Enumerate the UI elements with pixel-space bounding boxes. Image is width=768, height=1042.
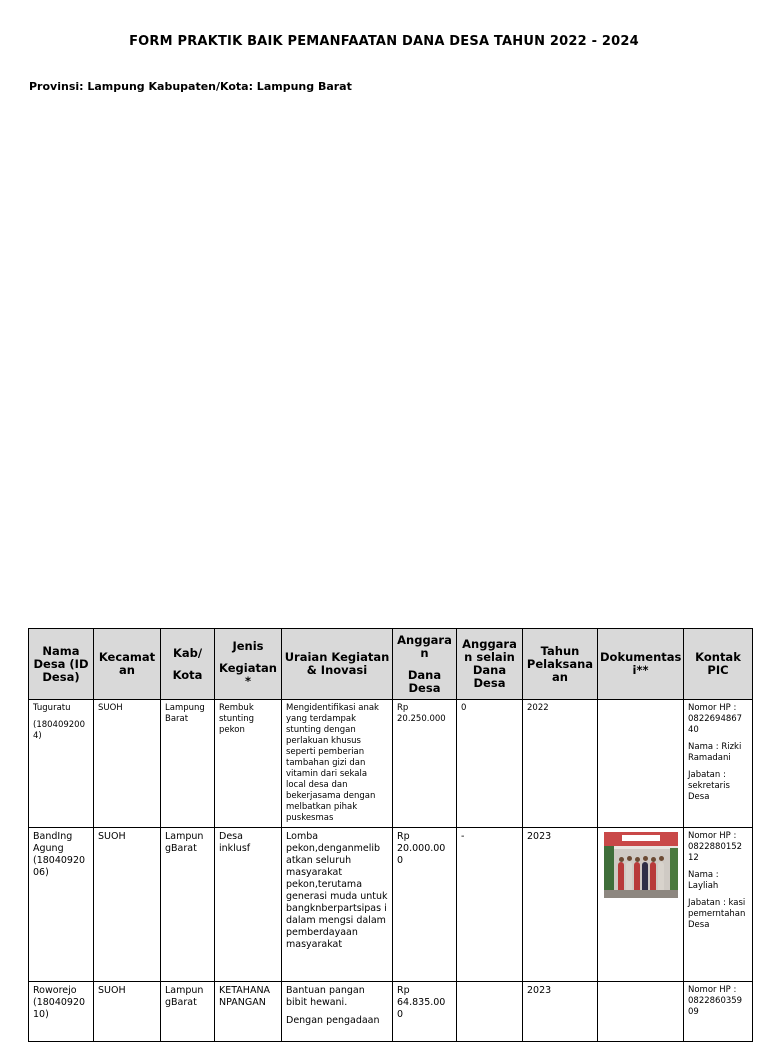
header-kecamatan: Kecamat an xyxy=(94,629,161,700)
table-row xyxy=(29,700,753,828)
header-anggaran-line2: Dana Desa xyxy=(407,667,442,695)
header-kontak-pic: Kontak PIC xyxy=(684,629,753,700)
cell-dana-desa: Rp 20.250.000 xyxy=(393,700,457,828)
header-jenis-line1: Jenis xyxy=(232,639,264,653)
table-row xyxy=(29,982,753,1042)
header-jenis-kegiatan xyxy=(215,629,282,700)
cell-kecamatan: SUOH xyxy=(94,828,161,982)
header-anggaran-dana-desa xyxy=(393,629,457,700)
cell-kab: Lampun gBarat xyxy=(161,982,215,1042)
desa-id: (180409200 4) xyxy=(33,720,85,741)
cell-kab: Lampun gBarat xyxy=(161,828,215,982)
cell-tahun: 2023 xyxy=(523,828,598,982)
cell-dokumentasi xyxy=(598,700,684,828)
cell-kontak-pic xyxy=(684,828,753,982)
header-tahun: Tahun Pelaksana an xyxy=(523,629,598,700)
header-dokumentasi: Dokumentas i** xyxy=(598,629,684,700)
cell-nama-desa xyxy=(29,828,94,982)
pic-jabatan: Jabatan : sekretaris Desa xyxy=(688,770,730,802)
province-line: Provinsi: Lampung Kabupaten/Kota: Lampung Barat xyxy=(29,80,352,93)
header-kab-kota xyxy=(161,629,215,700)
page-title: FORM PRAKTIK BAIK PEMANFAATAN DANA DESA TAHUN 2022 - 2024 xyxy=(129,34,639,49)
cell-dokumentasi xyxy=(598,982,684,1042)
table-header-row xyxy=(29,629,753,700)
documentation-photo xyxy=(604,832,678,898)
cell-nama-desa xyxy=(29,700,94,828)
cell-kontak-pic xyxy=(684,982,753,1042)
cell-dokumentasi xyxy=(598,828,684,982)
header-anggaran-selain: Anggara n selain Dana Desa xyxy=(457,629,523,700)
header-uraian: Uraian Kegiatan & Inovasi xyxy=(282,629,393,700)
desa-name: BandIng Agung xyxy=(33,831,73,854)
pic-name: Nama : Layliah xyxy=(688,870,719,891)
uraian-text-2: Dengan pengadaan xyxy=(286,1015,380,1026)
cell-kecamatan: SUOH xyxy=(94,982,161,1042)
cell-selain-dana-desa xyxy=(457,982,523,1042)
cell-selain-dana-desa: - xyxy=(457,828,523,982)
pic-phone: Nomor HP : 0822860359 09 xyxy=(688,985,743,1017)
cell-kontak-pic xyxy=(684,700,753,828)
table-row xyxy=(29,828,753,982)
cell-uraian: Lomba pekon,denganmelib atkan seluruh masyarakat pekon,terutama generasi muda untuk bangknberpartsipas i dalam mengsi dalam pemberdayaan masyarakat xyxy=(282,828,393,982)
cell-kecamatan: SUOH xyxy=(94,700,161,828)
cell-selain-dana-desa: 0 xyxy=(457,700,523,828)
desa-id: (18040920 06) xyxy=(33,855,86,878)
header-nama-desa: Nama Desa (ID Desa) xyxy=(29,629,94,700)
cell-jenis: Desa inklusf xyxy=(215,828,282,982)
data-table xyxy=(28,628,753,1042)
cell-kab: Lampung Barat xyxy=(161,700,215,828)
header-kab-kota-line2: Kota xyxy=(172,667,203,682)
uraian-text: Bantuan pangan bibit hewani. xyxy=(286,985,365,1008)
pic-phone: Nomor HP : 0822880152 12 xyxy=(688,831,743,863)
cell-uraian: Mengidentifikasi anak yang terdampak stunting dengan perlakuan khusus seperti pemberian tambahan gizi dan vitamin dari sekala local desa dan bekerjasama dengan melbatkan pihak puskesmas xyxy=(282,700,393,828)
pic-jabatan: Jabatan : kasi pemerntahan Desa xyxy=(688,898,746,930)
header-anggaran-line1: Anggara n xyxy=(397,632,452,660)
cell-nama-desa xyxy=(29,982,94,1042)
header-kab-kota-line1: Kab/ xyxy=(172,645,203,660)
desa-id: (18040920 10) xyxy=(33,997,86,1020)
cell-dana-desa: Rp 20.000.00 0 xyxy=(393,828,457,982)
pic-phone: Nomor HP : 0822694867 40 xyxy=(688,703,743,735)
cell-jenis: Rembuk stunting pekon xyxy=(215,700,282,828)
cell-jenis: KETAHANA NPANGAN xyxy=(215,982,282,1042)
desa-name: Roworejo xyxy=(33,985,77,996)
pic-name: Nama : Rizki Ramadani xyxy=(688,742,742,763)
cell-dana-desa: Rp 64.835.00 0 xyxy=(393,982,457,1042)
header-jenis-line2: Kegiatan * xyxy=(219,661,277,688)
cell-tahun: 2023 xyxy=(523,982,598,1042)
desa-name: Tuguratu xyxy=(33,703,71,713)
cell-uraian xyxy=(282,982,393,1042)
cell-tahun: 2022 xyxy=(523,700,598,828)
